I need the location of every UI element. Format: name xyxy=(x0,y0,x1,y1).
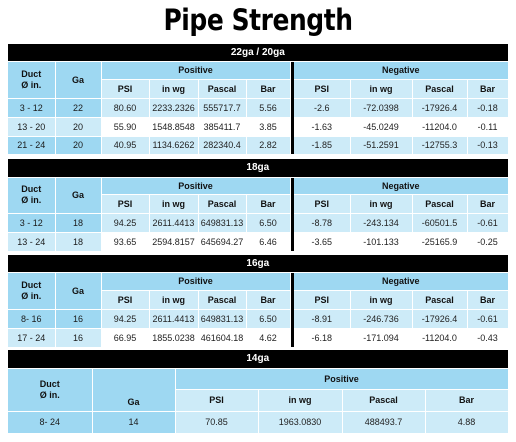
psi-cell: 40.95 xyxy=(101,136,149,154)
psi-cell: 55.90 xyxy=(101,117,149,136)
positive-header: Positive xyxy=(101,177,290,194)
inwg-cell: -243.134 xyxy=(350,213,412,232)
ga-header: Ga xyxy=(92,368,175,411)
ga-cell: 16 xyxy=(55,328,101,347)
pascal-cell: 645694.27 xyxy=(198,232,246,251)
pascal-cell: 282340.4 xyxy=(198,136,246,154)
duct-cell: 13 - 24 xyxy=(8,232,55,251)
inwg-header: in wg xyxy=(350,79,412,98)
table-row xyxy=(8,213,508,232)
bar-cell: 6.50 xyxy=(246,213,290,232)
bar-cell: -0.13 xyxy=(467,136,508,154)
ga-header: Ga xyxy=(55,61,101,98)
pascal-cell: -17926.4 xyxy=(412,309,467,328)
table-row xyxy=(8,232,508,251)
duct-cell: 21 - 24 xyxy=(8,136,55,154)
pascal-cell: 385411.7 xyxy=(198,117,246,136)
psi-cell: 93.65 xyxy=(101,232,149,251)
ga-cell: 20 xyxy=(55,117,101,136)
table-row xyxy=(8,411,508,433)
gauge-header: 16ga xyxy=(8,255,508,272)
bar-header: Bar xyxy=(467,79,508,98)
duct-header: Duct Ø in. xyxy=(8,61,55,98)
inwg-header: in wg xyxy=(149,194,198,213)
table-row xyxy=(8,117,508,136)
inwg-cell: -72.0398 xyxy=(350,98,412,117)
psi-cell: -8.91 xyxy=(294,309,350,328)
bar-cell: -0.11 xyxy=(467,117,508,136)
bar-header: Bar xyxy=(467,194,508,213)
pascal-header: Pascal xyxy=(412,79,467,98)
bar-cell: 4.62 xyxy=(246,328,290,347)
bar-cell: 6.46 xyxy=(246,232,290,251)
psi-cell: 66.95 xyxy=(101,328,149,347)
inwg-cell: 2611.4413 xyxy=(149,309,198,328)
inwg-cell: -45.0249 xyxy=(350,117,412,136)
pascal-cell: 461604.18 xyxy=(198,328,246,347)
psi-cell: -2.6 xyxy=(294,98,350,117)
section-16ga xyxy=(8,255,509,348)
ga-cell: 18 xyxy=(55,213,101,232)
bar-cell: -0.18 xyxy=(467,98,508,117)
pascal-cell: -60501.5 xyxy=(412,213,467,232)
inwg-cell: 1963.0830 xyxy=(258,411,342,433)
negative-header: Negative xyxy=(294,272,508,290)
table-row xyxy=(8,98,508,117)
duct-cell: 13 - 20 xyxy=(8,117,55,136)
pascal-cell: -11204.0 xyxy=(412,328,467,347)
ga-cell: 22 xyxy=(55,98,101,117)
pascal-cell: 649831.13 xyxy=(198,213,246,232)
positive-header: Positive xyxy=(175,368,508,389)
page-title: Pipe Strength xyxy=(163,3,353,37)
pascal-cell: -25165.9 xyxy=(412,232,467,251)
pascal-header: Pascal xyxy=(198,79,246,98)
inwg-header: in wg xyxy=(350,290,412,309)
psi-cell: -1.85 xyxy=(294,136,350,154)
pascal-header: Pascal xyxy=(412,290,467,309)
inwg-header: in wg xyxy=(258,389,342,411)
duct-cell: 8- 24 xyxy=(8,411,92,433)
ga-cell: 14 xyxy=(92,411,175,433)
inwg-header: in wg xyxy=(149,79,198,98)
bar-cell: -0.61 xyxy=(467,309,508,328)
gauge-header: 14ga xyxy=(8,350,508,368)
psi-header: PSI xyxy=(294,290,350,309)
negative-header: Negative xyxy=(294,61,508,79)
bar-header: Bar xyxy=(467,290,508,309)
duct-cell: 3 - 12 xyxy=(8,213,55,232)
ga-header: Ga xyxy=(55,177,101,213)
pascal-cell: 649831.13 xyxy=(198,309,246,328)
table-row xyxy=(8,309,508,328)
bar-cell: 6.50 xyxy=(246,309,290,328)
duct-header: Duct Ø in. xyxy=(8,272,55,309)
bar-cell: -0.43 xyxy=(467,328,508,347)
pascal-cell: -12755.3 xyxy=(412,136,467,154)
bar-header: Bar xyxy=(425,389,508,411)
pascal-header: Pascal xyxy=(342,389,425,411)
bar-cell: 4.88 xyxy=(425,411,508,433)
section-18ga xyxy=(8,159,509,252)
bar-cell: -0.25 xyxy=(467,232,508,251)
psi-cell: -3.65 xyxy=(294,232,350,251)
inwg-cell: 1548.8548 xyxy=(149,117,198,136)
bar-cell: 2.82 xyxy=(246,136,290,154)
positive-header: Positive xyxy=(101,61,290,79)
duct-cell: 3 - 12 xyxy=(8,98,55,117)
section-22ga-20ga xyxy=(8,44,509,155)
bar-header: Bar xyxy=(246,194,290,213)
positive-header: Positive xyxy=(101,272,290,290)
pascal-header: Pascal xyxy=(412,194,467,213)
pascal-cell: 555717.7 xyxy=(198,98,246,117)
negative-header: Negative xyxy=(294,177,508,194)
pascal-cell: 488493.7 xyxy=(342,411,425,433)
duct-cell: 8- 16 xyxy=(8,309,55,328)
psi-cell: 80.60 xyxy=(101,98,149,117)
inwg-cell: -51.2591 xyxy=(350,136,412,154)
inwg-cell: 2233.2326 xyxy=(149,98,198,117)
pascal-cell: -11204.0 xyxy=(412,117,467,136)
inwg-header: in wg xyxy=(149,290,198,309)
psi-header: PSI xyxy=(294,79,350,98)
inwg-cell: -101.133 xyxy=(350,232,412,251)
inwg-cell: 2611.4413 xyxy=(149,213,198,232)
pascal-header: Pascal xyxy=(198,194,246,213)
inwg-cell: -246.736 xyxy=(350,309,412,328)
pascal-cell: -17926.4 xyxy=(412,98,467,117)
ga-header: Ga xyxy=(55,272,101,309)
bar-cell: -0.61 xyxy=(467,213,508,232)
inwg-cell: 1855.0238 xyxy=(149,328,198,347)
psi-cell: 94.25 xyxy=(101,213,149,232)
inwg-cell: -171.094 xyxy=(350,328,412,347)
duct-header: Duct Ø in. xyxy=(8,177,55,213)
psi-cell: -8.78 xyxy=(294,213,350,232)
psi-cell: 70.85 xyxy=(175,411,258,433)
psi-cell: 94.25 xyxy=(101,309,149,328)
ga-cell: 18 xyxy=(55,232,101,251)
inwg-header: in wg xyxy=(350,194,412,213)
bar-header: Bar xyxy=(246,290,290,309)
inwg-cell: 2594.8157 xyxy=(149,232,198,251)
bar-cell: 3.85 xyxy=(246,117,290,136)
gauge-header: 18ga xyxy=(8,159,508,177)
bar-cell: 5.56 xyxy=(246,98,290,117)
psi-header: PSI xyxy=(101,194,149,213)
section-14ga xyxy=(8,350,509,434)
pascal-header: Pascal xyxy=(198,290,246,309)
duct-cell: 17 - 24 xyxy=(8,328,55,347)
table-row xyxy=(8,328,508,347)
ga-cell: 20 xyxy=(55,136,101,154)
psi-cell: -1.63 xyxy=(294,117,350,136)
inwg-cell: 1134.6262 xyxy=(149,136,198,154)
table-row xyxy=(8,136,508,154)
psi-cell: -6.18 xyxy=(294,328,350,347)
psi-header: PSI xyxy=(101,79,149,98)
psi-header: PSI xyxy=(294,194,350,213)
psi-header: PSI xyxy=(101,290,149,309)
psi-header: PSI xyxy=(175,389,258,411)
bar-header: Bar xyxy=(246,79,290,98)
gauge-header: 22ga / 20ga xyxy=(8,44,508,61)
duct-header: Duct Ø in. xyxy=(8,368,92,411)
ga-cell: 16 xyxy=(55,309,101,328)
